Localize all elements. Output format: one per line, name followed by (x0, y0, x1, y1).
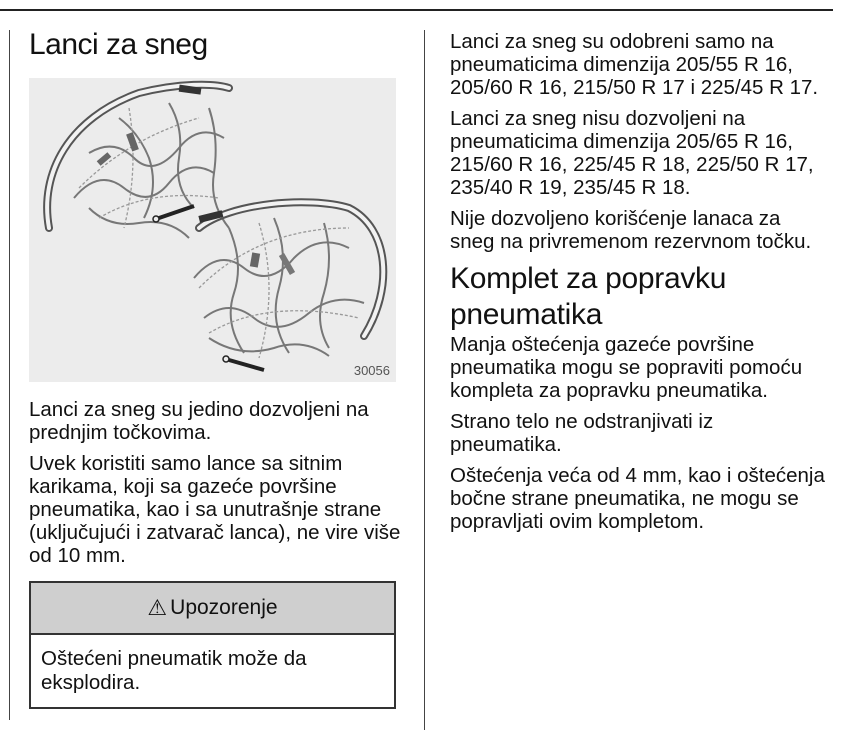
snow-chains-illustration (29, 78, 396, 382)
warning-box (29, 581, 396, 709)
warning-header (31, 583, 394, 635)
left-column (29, 28, 404, 709)
chain-links-paragraph: Uvek koristiti samo lance sa sitnim karikama, koji sa gazeće površine pneumatika, kao i sa unutrašnje strane (uključujući i zatvarač lanca), ne vire više od 10 mm. (29, 452, 401, 567)
approved-tyres-paragraph: Lanci za sneg su odobreni samo na pneumaticima dimenzija 205/55 R 16, 205/60 R 16, 215/50 R 17 i 225/45 R 17. (450, 30, 819, 99)
snow-chains-title: Lanci za sneg (29, 28, 208, 61)
warning-triangle-icon: ⚠ (147, 595, 168, 620)
large-damage-paragraph: Oštećenja veća od 4 mm, kao i oštećenja bočne strane pneumatika, ne mogu se popravljati ovim kompletom. (450, 464, 825, 533)
foreign-object-paragraph: Strano telo ne odstranjivati iz pneumatika. (450, 410, 714, 456)
warning-title: Upozorenje (170, 596, 278, 619)
column-divider (424, 30, 425, 730)
figure-number: 30056 (353, 363, 390, 378)
minor-damage-paragraph: Manja oštećenja gazeće površine pneumatika mogu se popraviti pomoću kompleta za popravku pneumatika. (450, 333, 803, 402)
warning-text: Oštećeni pneumatik može da eksplodira. (41, 647, 307, 694)
spare-wheel-paragraph: Nije dozvoljeno korišćenje lanaca za sneg na privremenom rezervnom točku. (450, 207, 812, 253)
right-column (450, 30, 830, 541)
not-allowed-tyres-paragraph: Lanci za sneg nisu dozvoljeni na pneumaticima dimenzija 205/65 R 16, 215/60 R 16, 225/45 R 18, 225/50 R 17, 235/40 R 19, 235/45 R 18. (450, 107, 814, 199)
left-margin-rule (9, 30, 10, 720)
top-rule (0, 9, 833, 11)
repair-kit-title: Komplet za popravku pneumatika (450, 262, 727, 331)
front-wheels-paragraph: Lanci za sneg su jedino dozvoljeni na prednjim točkovima. (29, 398, 369, 444)
snow-chains-drawing (29, 78, 396, 382)
